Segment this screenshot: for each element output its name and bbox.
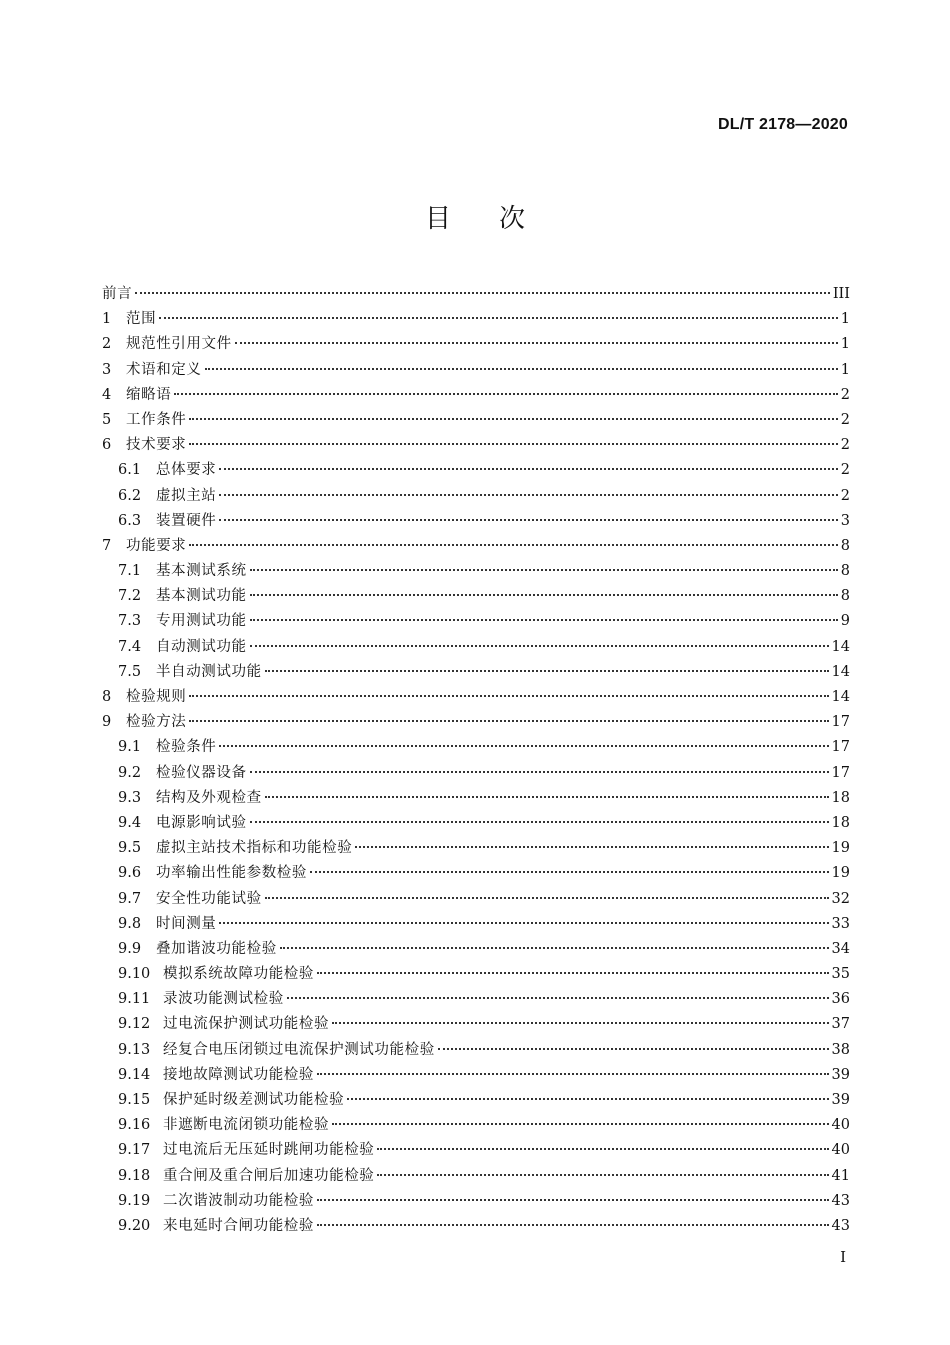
toc-entry-label: 缩略语	[126, 386, 172, 403]
toc-dot-leader	[280, 947, 829, 949]
toc-dot-leader	[355, 846, 828, 848]
standard-code: DL/T 2178—2020	[718, 116, 848, 133]
toc-entry-number: 2	[102, 336, 112, 353]
toc-entry-label: 基本测试系统	[156, 563, 247, 580]
toc-entry-number: 9.7	[118, 890, 142, 907]
toc-dot-leader	[317, 1073, 829, 1075]
toc-dot-leader	[135, 292, 830, 294]
toc-entry-number: 9.19	[118, 1192, 151, 1209]
toc-entry[interactable]	[102, 660, 850, 685]
toc-entry-page: 2	[840, 386, 850, 403]
toc-dot-leader	[265, 897, 829, 899]
toc-entry[interactable]	[102, 1063, 850, 1088]
toc-dot-leader	[310, 871, 829, 873]
toc-dot-leader	[377, 1148, 828, 1150]
toc-entry-page: 1	[840, 361, 850, 378]
toc-entry-number: 6	[102, 437, 112, 454]
toc-entry-number: 9.15	[118, 1092, 151, 1108]
toc-dot-leader	[219, 745, 828, 747]
toc-entry-number: 8	[102, 689, 112, 705]
toc-entry[interactable]	[102, 710, 850, 735]
toc-dot-leader	[250, 619, 838, 621]
toc-entry-label: 规范性引用文件	[126, 336, 232, 353]
toc-entry[interactable]	[102, 534, 850, 559]
toc-entry[interactable]	[102, 383, 850, 408]
toc-entry-number: 9.8	[118, 915, 142, 932]
toc-entry-label: 装置硬件	[156, 512, 217, 529]
toc-entry-number: 9.3	[118, 789, 142, 806]
toc-entry-number: 3	[102, 361, 112, 378]
toc-dot-leader	[377, 1174, 828, 1176]
toc-entry-page: III	[832, 286, 850, 302]
toc-dot-leader	[235, 342, 838, 344]
toc-entry-number: 9.12	[118, 1016, 151, 1033]
toc-entry-number: 6.1	[118, 462, 142, 479]
toc-entry[interactable]	[102, 685, 850, 710]
toc-entry[interactable]	[102, 735, 850, 760]
toc-entry[interactable]	[102, 484, 850, 509]
toc-entry-label: 叠加谐波功能检验	[156, 940, 277, 957]
toc-dot-leader	[189, 720, 828, 722]
toc-entry[interactable]	[102, 811, 850, 836]
toc-entry-number: 9.13	[118, 1041, 151, 1058]
toc-entry-page: 8	[840, 588, 850, 605]
toc-dot-leader	[250, 821, 829, 823]
toc-entry-label: 时间测量	[156, 915, 217, 932]
toc-entry-number: 6.2	[118, 487, 142, 504]
toc-entry-number: 4	[102, 386, 112, 403]
toc-entry[interactable]	[102, 962, 850, 987]
toc-entry-page: 18	[831, 814, 850, 831]
toc-entry-label: 虚拟主站	[156, 487, 217, 504]
toc-entry-page: 35	[831, 966, 850, 983]
toc-entry-page: 17	[831, 764, 850, 781]
toc-entry-page: 19	[831, 840, 850, 857]
toc-entry-page: 19	[831, 865, 850, 882]
toc-entry-label: 前言	[102, 286, 133, 302]
toc-dot-leader	[159, 317, 838, 319]
toc-entry-page: 1	[840, 311, 850, 328]
toc-entry-number: 9.17	[118, 1142, 151, 1159]
toc-entry[interactable]	[102, 635, 850, 660]
toc-entry-number: 7.4	[118, 638, 142, 655]
toc-entry-page: 18	[831, 789, 850, 806]
toc-entry-label: 保护延时级差测试功能检验	[163, 1092, 345, 1108]
toc-entry-page: 14	[831, 689, 850, 705]
toc-entry-number: 7	[102, 537, 112, 554]
toc-dot-leader	[287, 997, 829, 999]
toc-entry-number: 9	[102, 714, 112, 731]
toc-entry-number: 7.5	[118, 663, 142, 680]
toc-entry-page: 8	[840, 537, 850, 554]
toc-entry[interactable]	[102, 1113, 850, 1138]
toc-entry-number: 7.3	[118, 613, 142, 630]
toc-entry-label: 功率输出性能参数检验	[156, 865, 307, 882]
toc-dot-leader	[189, 418, 837, 420]
toc-entry-label: 安全性功能试验	[156, 890, 262, 907]
toc-dot-leader	[317, 1199, 829, 1201]
toc-dot-leader	[219, 519, 837, 521]
toc-entry-label: 功能要求	[126, 537, 187, 554]
toc-entry-label: 工作条件	[126, 411, 187, 428]
page-title: 目次	[424, 204, 573, 234]
toc-entry[interactable]	[102, 358, 850, 383]
toc-entry[interactable]	[102, 307, 850, 332]
toc-dot-leader	[189, 443, 837, 445]
toc-dot-leader	[438, 1048, 829, 1050]
toc-entry-page: 40	[831, 1142, 850, 1159]
toc-entry[interactable]	[102, 609, 850, 634]
toc-entry-label: 范围	[126, 311, 157, 328]
toc-entry-label: 半自动测试功能	[156, 663, 262, 680]
toc-entry-label: 自动测试功能	[156, 638, 247, 655]
toc-entry-label: 重合闸及重合闸后加速功能检验	[163, 1167, 375, 1184]
toc-entry-number: 9.1	[118, 739, 142, 756]
toc-entry-label: 接地故障测试功能检验	[163, 1066, 314, 1083]
toc-entry-number: 9.5	[118, 840, 142, 857]
toc-dot-leader	[317, 972, 829, 974]
toc-entry-page: 43	[831, 1217, 850, 1234]
toc-entry-page: 36	[831, 991, 850, 1008]
toc-entry-label: 总体要求	[156, 462, 217, 479]
toc-entry[interactable]	[102, 1164, 850, 1189]
toc-entry-page: 2	[840, 462, 850, 479]
toc-entry[interactable]	[102, 1214, 850, 1239]
toc-entry-number: 9.2	[118, 764, 142, 781]
toc-dot-leader	[189, 695, 828, 697]
toc-entry-label: 虚拟主站技术指标和功能检验	[156, 840, 353, 857]
toc-dot-leader	[219, 494, 837, 496]
toc-entry-page: 37	[831, 1016, 850, 1033]
toc-entry[interactable]	[102, 433, 850, 458]
toc-entry[interactable]	[102, 332, 850, 357]
toc-entry-page: 17	[831, 714, 850, 731]
toc-entry-number: 9.6	[118, 865, 142, 882]
toc-entry-number: 7.1	[118, 563, 142, 580]
toc-dot-leader	[265, 796, 829, 798]
toc-entry-page: 9	[840, 613, 850, 630]
toc-entry-page: 2	[840, 411, 850, 428]
toc-entry-label: 经复合电压闭锁过电流保护测试功能检验	[163, 1041, 435, 1058]
toc-dot-leader	[250, 645, 829, 647]
toc-dot-leader	[174, 393, 837, 395]
toc-dot-leader	[219, 468, 837, 470]
toc-entry-label: 技术要求	[126, 437, 187, 454]
toc-entry-label: 检验规则	[126, 689, 187, 705]
toc-entry[interactable]	[102, 1189, 850, 1214]
toc-entry-number: 5	[102, 411, 112, 428]
toc-entry-page: 14	[831, 663, 850, 680]
toc-entry-page: 39	[831, 1066, 850, 1083]
toc-entry-label: 录波功能测试检验	[163, 991, 284, 1008]
toc-dot-leader	[219, 922, 828, 924]
toc-entry-page: 14	[831, 638, 850, 655]
toc-entry-label: 基本测试功能	[156, 588, 247, 605]
toc-entry[interactable]	[102, 761, 850, 786]
toc-dot-leader	[317, 1224, 829, 1226]
toc-entry-page: 33	[831, 915, 850, 932]
toc-entry-number: 9.10	[118, 966, 151, 983]
toc-entry-label: 结构及外观检查	[156, 789, 262, 806]
toc-entry[interactable]	[102, 408, 850, 433]
toc-dot-leader	[347, 1098, 828, 1100]
table-of-contents	[102, 282, 850, 1239]
toc-entry-page: 43	[831, 1192, 850, 1209]
toc-dot-leader	[205, 368, 838, 370]
toc-entry[interactable]	[102, 509, 850, 534]
toc-dot-leader	[250, 771, 829, 773]
toc-entry[interactable]	[102, 937, 850, 962]
toc-dot-leader	[250, 569, 838, 571]
page-number: I	[840, 1248, 846, 1266]
toc-entry[interactable]	[102, 786, 850, 811]
toc-entry-page: 38	[831, 1041, 850, 1058]
toc-entry[interactable]	[102, 887, 850, 912]
toc-dot-leader	[265, 670, 829, 672]
toc-entry-page: 34	[831, 940, 850, 957]
toc-dot-leader	[189, 544, 837, 546]
toc-entry-label: 来电延时合闸功能检验	[163, 1217, 314, 1234]
toc-entry-label: 检验方法	[126, 714, 187, 731]
toc-entry-number: 1	[102, 311, 112, 328]
toc-entry[interactable]	[102, 1012, 850, 1037]
toc-entry-label: 非遮断电流闭锁功能检验	[163, 1117, 330, 1134]
toc-entry-number: 7.2	[118, 588, 142, 605]
toc-entry-page: 1	[840, 336, 850, 353]
toc-entry-number: 9.14	[118, 1066, 151, 1083]
toc-dot-leader	[332, 1123, 828, 1125]
toc-entry-label: 检验条件	[156, 739, 217, 756]
toc-entry[interactable]	[102, 1038, 850, 1063]
toc-entry-number: 6.3	[118, 512, 142, 529]
toc-entry-number: 9.18	[118, 1167, 151, 1184]
toc-dot-leader	[250, 594, 838, 596]
toc-entry-label: 过电流保护测试功能检验	[163, 1016, 330, 1033]
toc-entry-label: 术语和定义	[126, 361, 202, 378]
toc-entry[interactable]	[102, 836, 850, 861]
toc-entry[interactable]	[102, 282, 850, 307]
toc-entry[interactable]	[102, 458, 850, 483]
toc-entry-page: 39	[831, 1092, 850, 1108]
toc-entry-label: 二次谐波制动功能检验	[163, 1192, 314, 1209]
toc-entry-page: 32	[831, 890, 850, 907]
toc-entry[interactable]	[102, 559, 850, 584]
toc-entry-label: 电源影响试验	[156, 814, 247, 831]
toc-entry-page: 40	[831, 1117, 850, 1134]
toc-entry-label: 检验仪器设备	[156, 764, 247, 781]
toc-entry[interactable]	[102, 1088, 850, 1113]
toc-entry-number: 9.11	[118, 991, 151, 1008]
toc-entry[interactable]	[102, 861, 850, 886]
toc-entry-label: 专用测试功能	[156, 613, 247, 630]
toc-entry-label: 模拟系统故障功能检验	[163, 966, 314, 983]
toc-entry-page: 8	[840, 563, 850, 580]
toc-entry[interactable]	[102, 912, 850, 937]
toc-entry-number: 9.20	[118, 1217, 151, 1234]
toc-entry-number: 9.4	[118, 814, 142, 831]
toc-entry[interactable]	[102, 987, 850, 1012]
toc-entry[interactable]	[102, 1138, 850, 1163]
toc-entry-page: 2	[840, 437, 850, 454]
toc-entry-number: 9.9	[118, 940, 142, 957]
toc-entry-label: 过电流后无压延时跳闸功能检验	[163, 1142, 375, 1159]
toc-entry-number: 9.16	[118, 1117, 151, 1134]
toc-entry-page: 3	[840, 512, 850, 529]
toc-dot-leader	[332, 1022, 828, 1024]
toc-entry[interactable]	[102, 584, 850, 609]
toc-entry-page: 17	[831, 739, 850, 756]
toc-entry-page: 41	[831, 1167, 850, 1184]
toc-entry-page: 2	[840, 487, 850, 504]
